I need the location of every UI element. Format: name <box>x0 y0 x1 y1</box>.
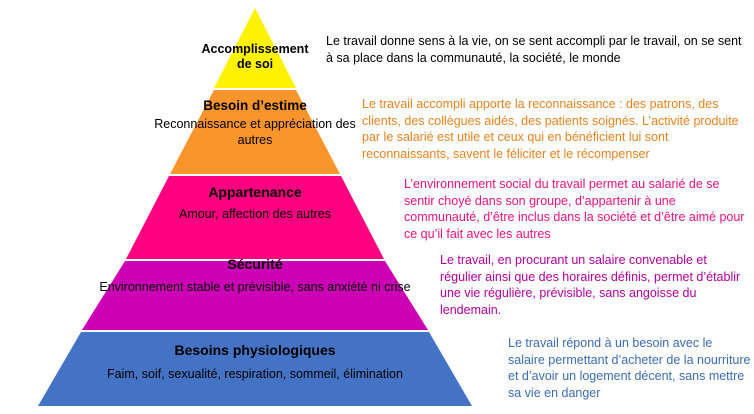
tier-subtitle-estime: Reconnaissance et appréciation des autres <box>154 117 356 147</box>
pyramid-tier-accomplissement[interactable] <box>214 8 296 88</box>
tier-subtitle-physiologiques: Faim, soif, sexualité, respiration, sommeil, élimination <box>107 367 403 381</box>
annotation-appartenance: L’environnement social du travail permet au salarié de se sentir choyé dans son groupe, d’appartenir à une communauté, d’être inclus dans la société et d’être aimé pour ce qu’il fait avec les autres <box>404 177 745 241</box>
tier-title-accomplissement: Accomplissement <box>201 42 309 56</box>
pyramid-tier-securite[interactable] <box>82 261 428 330</box>
tier-title-accomplissement-line2: de soi <box>236 57 274 71</box>
tier-subtitle-appartenance: Amour, affection des autres <box>179 207 331 221</box>
tier-title-physiologiques: Besoins physiologiques <box>174 342 336 358</box>
annotation-accomplissement: Le travail donne sens à la vie, on se sent accompli par le travail, on se sent à sa place dans la communauté, la société, le monde <box>326 34 742 65</box>
annotation-physiologiques: Le travail répond à un besoin avec le salaire permettant d’acheter de la nourriture et d’avoir un logement décent, sans mettre sa vie en danger <box>508 336 751 400</box>
tier-title-securite: Sécurité <box>227 256 283 272</box>
annotation-securite: Le travail, en procurant un salaire convenable et régulier ainsi que des horaires définis, permet d’établir une vie régulière, prévisible, sans angoisse du lendemain. <box>440 253 741 317</box>
tier-subtitle-securite: Environnement stable et prévisible, sans anxiété ni crise <box>99 280 411 294</box>
annotation-estime: Le travail accompli apporte la reconnaissance : des patrons, des clients, des collègues aidés, des patients soignés. L’activité produite par le salarié est utile et ceux qui en bénéficient lui sont reconnaissants, savent le féliciter et le récompenser <box>362 97 739 161</box>
pyramid-tier-appartenance[interactable] <box>126 176 384 259</box>
pyramid-tier-estime[interactable] <box>170 90 340 174</box>
tier-title-appartenance: Appartenance <box>208 184 302 200</box>
tier-title-estime: Besoin d’estime <box>203 98 307 113</box>
pyramid-tier-physiologiques[interactable] <box>38 332 472 406</box>
